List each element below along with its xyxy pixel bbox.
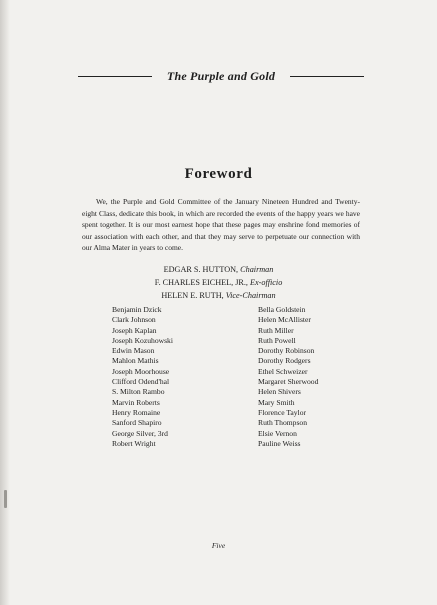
member-name: Helen McAllister [258,315,311,325]
member-name: Ruth Powell [258,335,296,345]
member-name: Benjamin Dzick [112,305,162,314]
officer-row [0,263,437,276]
member-name: Elsie Vernon [258,428,297,438]
foreword-title: Foreword [184,166,253,182]
officer-name: EDGAR S. HUTTON, [163,265,239,274]
officer-row [0,276,437,289]
member-name: Dorothy Robinson [258,346,315,356]
member-name: Helen Shivers [258,387,301,397]
member-name: Joseph Moorhouse [112,366,170,376]
binding-shadow [0,0,10,605]
officer-role: Ex-officio [250,278,283,287]
officer-role: Chairman [240,265,274,274]
member-name: George Silver, 3rd [112,428,168,438]
member-name: Robert Wright [112,438,156,448]
member-name: S. Milton Rambo [112,387,165,397]
committee-officers [0,263,437,302]
member-name: Dorothy Rodgers [258,356,311,366]
foreword-text: We, the Purple and Gold Committee of the January Nineteen Hundred and Twenty-eight Class, dedicate this book, in which are recorded the events of the happy years we have spent together. It is our most earnest hope that these pages may enshrine fond memories of our association with each other, and that they may serve to perpetuate our connection with our Alma Mater in years to come. [82,197,360,252]
officer-row [0,289,437,302]
officer-role: Vice-Chairman [225,291,276,300]
member-name: Joseph Kozuhowski [112,335,173,345]
member-name: Ruth Thompson [258,418,308,428]
member-name: Ruth Miller [258,325,294,335]
header-rule-right [290,76,364,77]
page-header [78,66,364,88]
members-column-right [258,305,318,449]
member-name: Edwin Mason [112,346,155,356]
member-name: Margaret Sherwood [258,377,319,387]
member-name: Mary Smith [258,397,295,407]
member-name: Bella Goldstein [258,305,306,314]
member-name: Mahlon Mathis [112,356,159,366]
member-name: Marvin Roberts [112,397,160,407]
member-name: Clark Johnson [112,315,156,325]
member-name: Joseph Kaplan [112,325,157,335]
page-number: Five [211,541,226,550]
member-name: Sanford Shapiro [112,418,162,428]
members-column-left [112,305,173,449]
binding-mark [4,490,7,508]
member-name: Pauline Weiss [258,438,301,448]
header-rule-left [78,76,152,77]
member-name: Clifford Odend'hal [112,377,170,387]
header-title: The Purple and Gold [166,69,276,83]
officer-name: HELEN E. RUTH, [161,291,224,300]
officer-name: F. CHARLES EICHEL, JR., [154,278,248,287]
member-name: Ethel Schweizer [258,366,308,376]
member-name: Florence Taylor [258,407,307,417]
foreword-paragraph [82,196,360,254]
member-name: Henry Romaine [112,407,161,417]
